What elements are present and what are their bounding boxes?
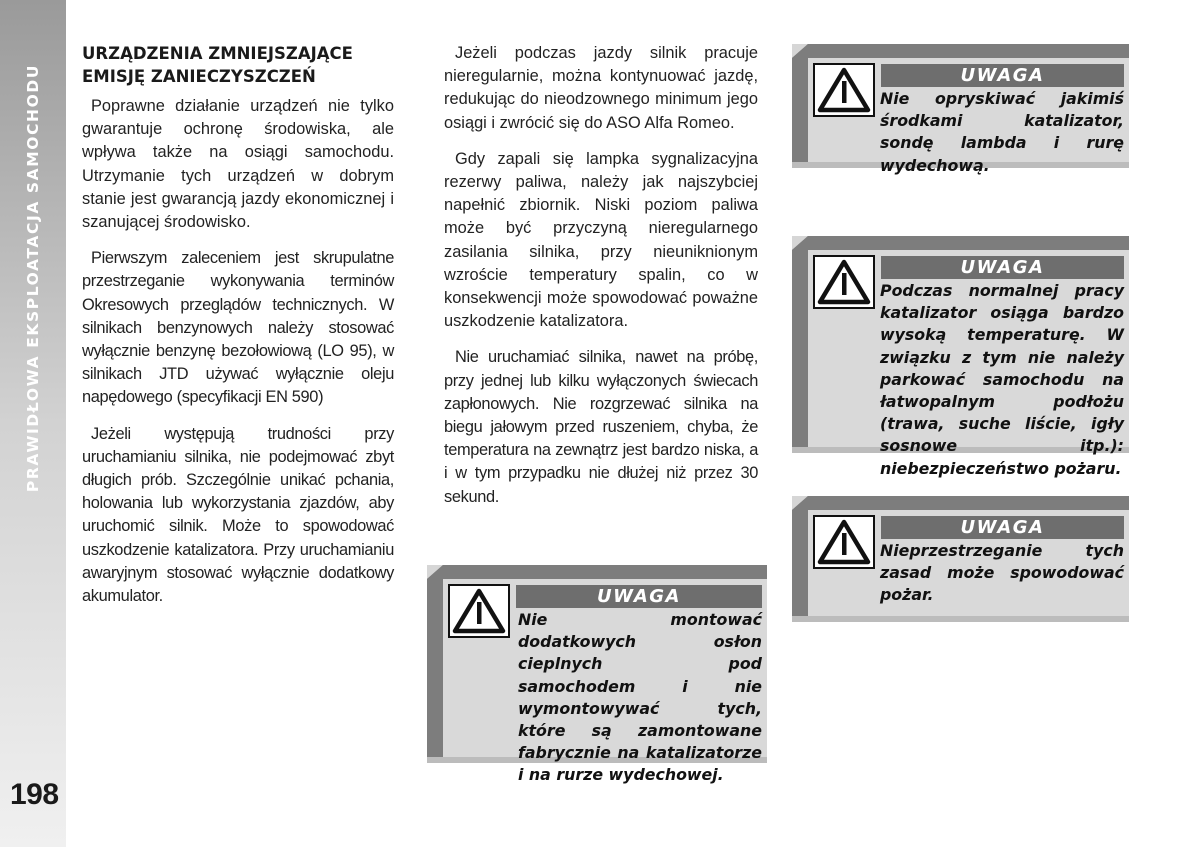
warning-title: UWAGA xyxy=(881,256,1124,279)
paragraph: Poprawne działanie urządzeń nie tylko gwarantuje ochronę środowiska, ale wpływa także na osiągi samochodu. Utrzymanie tych urządzeń w dobrym stanie jest gwarancją jazdy ekonomicznej i szanującej środowisko. xyxy=(82,97,394,232)
section-title-vertical xyxy=(0,0,66,847)
page-number: 198 xyxy=(10,778,59,811)
warning-text: Podczas normalnej pracy katalizator osiąga bardzo wysoką temperaturę. W związku z tym nie należy parkować samochodu na łatwopalnym podłożu (trawa, suche liście, igły sosnowe itp.): niebezpieczeństwo pożaru. xyxy=(880,281,1124,478)
warning-text: Nie montować dodatkowych osłon cieplnych pod samochodem i nie wymontowywać tych, które są zamontowane fabrycznie na katalizatorze i na rurze wydechowej. xyxy=(518,610,762,785)
section-title: PRAWIDŁOWA EKSPLOATACJA SAMOCHODU xyxy=(24,63,42,493)
paragraph: Nie uruchamiać silnika, nawet na próbę, przy jednej lub kilku wyłączonych świecach zapłonowych. Nie rozgrzewać silnika na biegu jałowym przed ruszeniem, chyba, że temperatura na zewnątrz jest bardzo niska, a i w tym przypadku nie dłużej niż przez 30 sekund. xyxy=(444,348,758,506)
warning-box xyxy=(427,565,767,785)
warning-title: UWAGA xyxy=(881,516,1124,539)
column-middle xyxy=(444,42,758,522)
section-heading: URZĄDZENIA ZMNIEJSZAJĄCE EMISJĘ ZANIECZYSZCZEŃ xyxy=(82,44,353,86)
warning-box xyxy=(792,236,1129,478)
warning-title: UWAGA xyxy=(881,64,1124,87)
warning-title: UWAGA xyxy=(516,585,762,608)
warning-box xyxy=(792,496,1129,622)
paragraph: Pierwszym zaleceniem jest skrupulatne przestrzeganie wykonywania terminów Okresowych przeglądów technicznych. W silnikach benzynowych należy stosować wyłącznie benzynę bezołowiową (LO 95), w silnikach JTD używać wyłącznie oleju napędowego (specyfikacji EN 590) xyxy=(82,249,394,407)
paragraph: Jeżeli podczas jazdy silnik pracuje nieregularnie, można kontynuować jazdę, redukując do nieodzownego minimum jego osiągi i zwrócić się do ASO Alfa Romeo. xyxy=(444,44,758,132)
warning-text: Nieprzestrzeganie tych zasad może spowodować pożar. xyxy=(880,541,1124,605)
column-left xyxy=(82,42,394,621)
warning-box xyxy=(792,44,1129,175)
paragraph: Gdy zapali się lampka sygnalizacyjna rezerwy paliwa, należy jak najszybciej napełnić zbiornik. Niski poziom paliwa może być przyczyną nieregularnego zasilania silnika, przy nieuniknionym wzroście temperatury spalin, co w konsekwencji może spowodować poważne uszkodzenie katalizatora. xyxy=(444,149,758,331)
paragraph: Jeżeli występują trudności przy uruchamianiu silnika, nie podejmować zbyt długich prób. Szczególnie unikać pchania, holowania lub wykorzystania zjazdów, aby uruchomić silnik. Może to spowodować uszkodzenie katalizatora. Przy uruchamianiu awaryjnym stosować wyłącznie dodatkowy akumulator. xyxy=(82,424,394,606)
warning-text: Nie opryskiwać jakimiś środkami katalizator, sondę lambda i rurę wydechową. xyxy=(880,89,1124,175)
